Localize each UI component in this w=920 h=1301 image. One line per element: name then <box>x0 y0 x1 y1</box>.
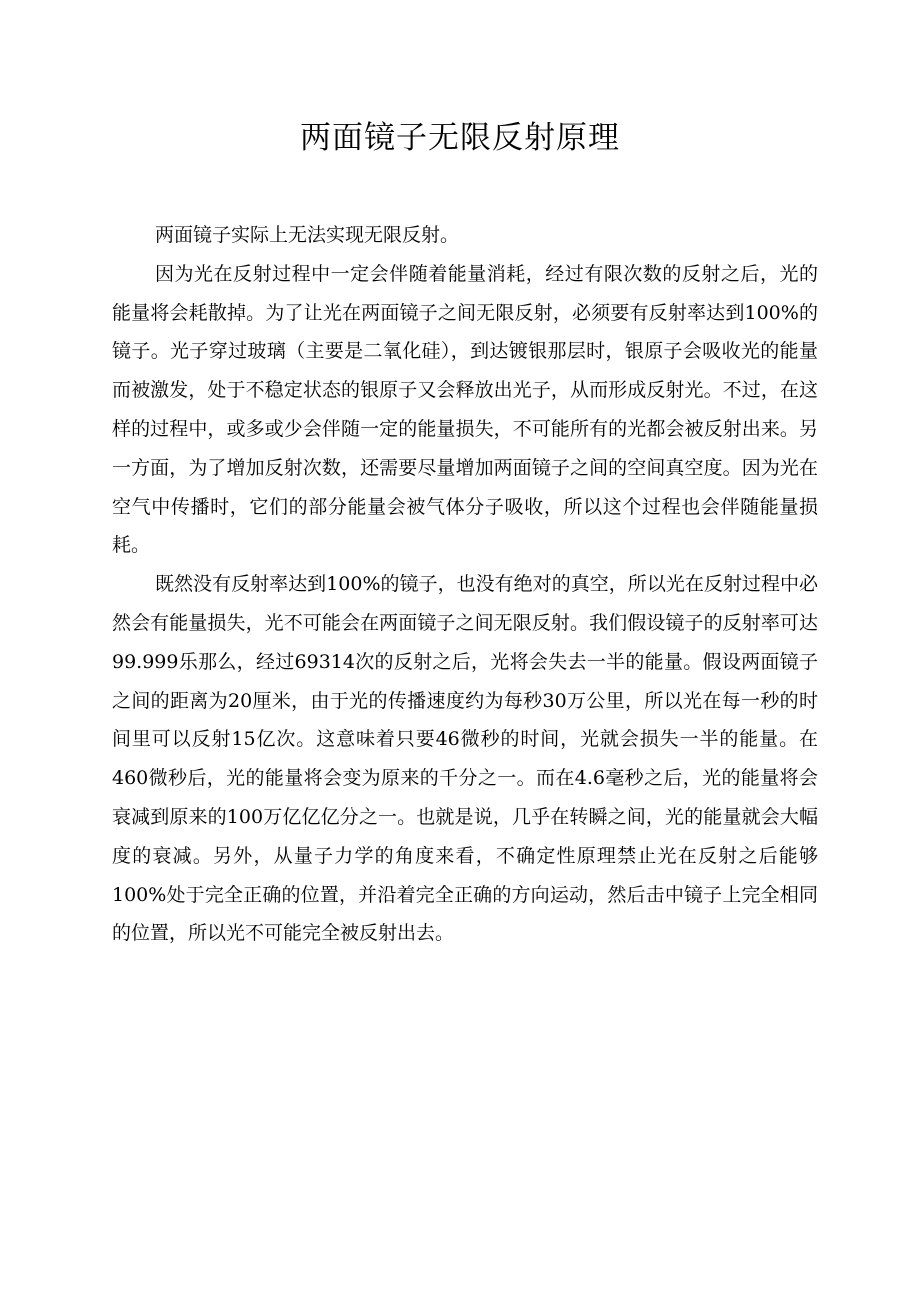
paragraph-2: 因为光在反射过程中一定会伴随着能量消耗，经过有限次数的反射之后，光的能量将会耗散掉。为了让光在两面镜子之间无限反射，必须要有反射率达到100%的镜子。光子穿过玻璃（主要是二氧化硅），到达镀银那层时，银原子会吸收光的能量而被激发，处于不稳定状态的银原子又会释放出光子，从而形成反射光。不过，在这样的过程中，或多或少会伴随一定的能量损失，不可能所有的光都会被反射出来。另一方面，为了增加反射次数，还需要尽量增加两面镜子之间的空间真空度。因为光在空气中传播时，它们的部分能量会被气体分子吸收，所以这个过程也会伴随能量损耗。 <box>112 262 818 557</box>
paragraph-3: 既然没有反射率达到100%的镜子，也没有绝对的真空，所以光在反射过程中必然会有能量损失，光不可能会在两面镜子之间无限反射。我们假设镜子的反射率可达99.999乐那么，经过69314次的反射之后，光将会失去一半的能量。假设两面镜子之间的距离为20厘米，由于光的传播速度约为每秒30万公里，所以光在每一秒的时间里可以反射15亿次。这意味着只要46微秒的时间，光就会损失一半的能量。在460微秒后，光的能量将会变为原来的千分之一。而在4.6毫秒之后，光的能量将会衰减到原来的100万亿亿亿分之一。也就是说，几乎在转瞬之间，光的能量就会大幅度的衰减。另外，从量子力学的角度来看，不确定性原理禁止光在反射之后能够100%处于完全正确的位置，并沿着完全正确的方向运动，然后击中镜子上完全相同的位置，所以光不可能完全被反射出去。 <box>112 573 818 945</box>
document-title: 两面镜子无限反射原理 <box>300 120 620 156</box>
paragraph-1: 两面镜子实际上无法实现无限反射。 <box>155 224 460 246</box>
document-body <box>112 216 818 953</box>
